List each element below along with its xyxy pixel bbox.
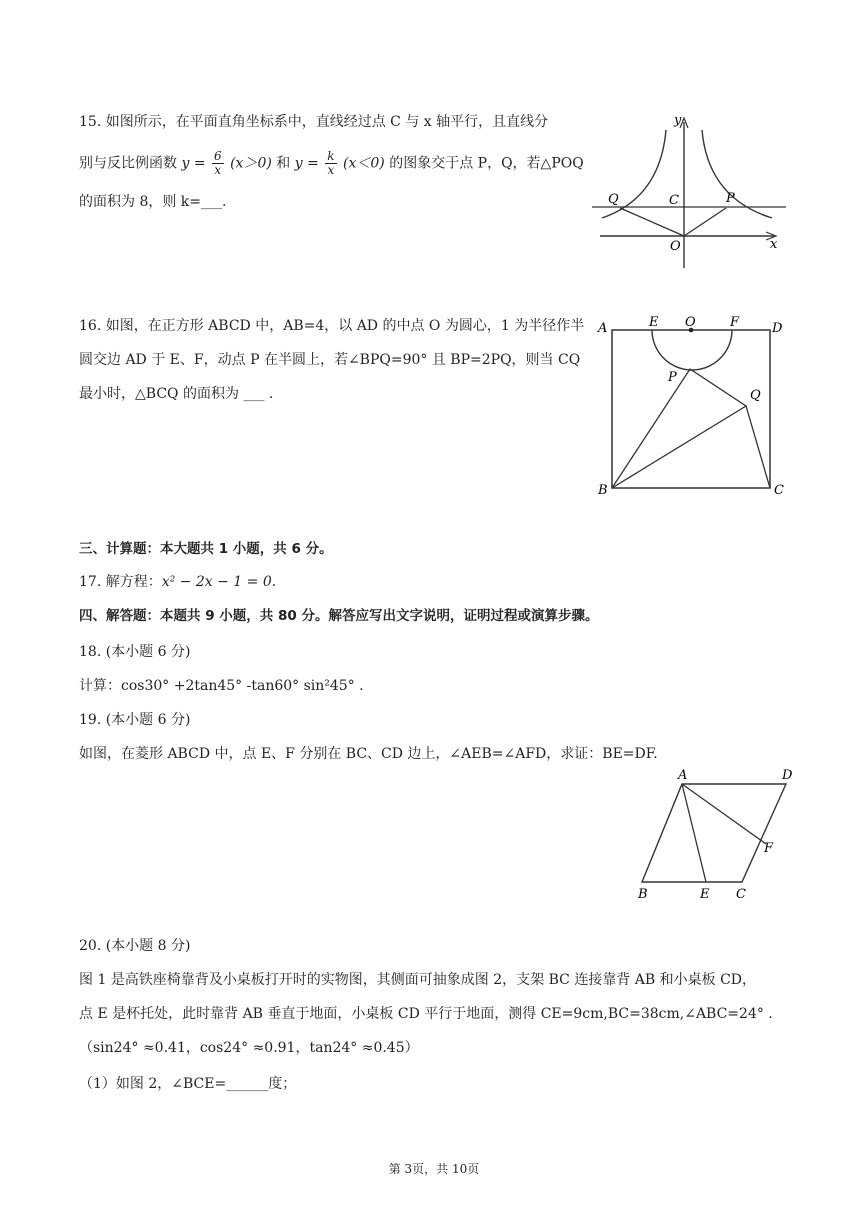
q16-line-2: 圆交边 AD 于 E、F，动点 P 在半圆上，若∠BPQ=90° 且 BP=2PQ，则当 CQ <box>79 352 581 368</box>
q15-figure <box>588 110 798 275</box>
q15-y1: y = <box>181 155 206 172</box>
q15-f2-denominator: x <box>327 163 335 177</box>
label-c: C <box>669 193 679 208</box>
q15-f1-denominator: x <box>214 163 222 177</box>
q17-line <box>79 572 276 592</box>
label-f: F <box>764 841 774 856</box>
q15-f1-numerator: 6 <box>214 149 222 163</box>
q16-line-3: 最小时，△BCQ 的面积为 ___ . <box>79 386 274 402</box>
q15-line-3: 的面积为 8，则 k=___. <box>79 194 227 210</box>
label-d: D <box>772 321 783 336</box>
q15-text-a: 别与反比例函数 <box>79 155 177 172</box>
q17-equation: x² − 2x − 1 = 0. <box>161 574 277 590</box>
right-hyperbola <box>702 130 772 218</box>
q15-line-1: 15. 如图所示，在平面直角坐标系中，直线经过点 C 与 x 轴平行，且直线分 <box>79 114 549 130</box>
label-e: E <box>700 887 710 902</box>
q15-fraction-1 <box>212 150 224 177</box>
label-x: x <box>770 237 778 252</box>
q19-body: 如图，在菱形 ABCD 中，点 E、F 分别在 BC、CD 边上，∠AEB=∠AFD，求证：BE=DF. <box>79 746 658 762</box>
label-o: O <box>685 315 696 330</box>
label-b: B <box>598 483 608 498</box>
label-o: O <box>670 239 681 254</box>
segment-qo <box>620 208 684 236</box>
q15-f2-numerator: k <box>327 149 335 163</box>
q15-text-c: 的图象交于点 P，Q，若△POQ <box>389 155 584 172</box>
q16-figure <box>594 310 794 500</box>
label-p: P <box>668 370 677 385</box>
section-3-heading: 三、计算题：本大题共 1 小题，共 6 分。 <box>79 541 333 557</box>
q15-line-2 <box>79 150 584 177</box>
label-c: C <box>736 887 746 902</box>
label-q: Q <box>750 388 761 403</box>
segment-qc <box>746 406 770 488</box>
q15-fraction-2 <box>325 150 336 177</box>
label-b: B <box>638 887 648 902</box>
label-a: A <box>678 768 688 783</box>
q18-body: 计算：cos30° +2tan45° -tan60° sin²45° . <box>79 678 364 694</box>
q15-y2: y = <box>294 155 319 172</box>
q15-cond-1: (x＞0) <box>230 155 272 172</box>
label-f: F <box>730 315 740 330</box>
q20-head: 20. (本小题 8 分) <box>79 938 191 954</box>
label-d: D <box>782 768 793 783</box>
q20-line-1: 图 1 是高铁座椅靠背及小桌板打开时的实物图，其侧面可抽象成图 2，支架 BC 连接靠背 AB 和小桌板 CD， <box>79 972 757 988</box>
q18-head: 18. (本小题 6 分) <box>79 644 191 660</box>
q15-text-b: 和 <box>276 155 295 172</box>
label-c: C <box>774 483 784 498</box>
q19-figure <box>628 762 798 907</box>
rhombus-abcd <box>642 784 786 882</box>
segment-po <box>684 208 726 236</box>
section-4-heading: 四、解答题：本题共 9 小题，共 80 分。解答应写出文字说明，证明过程或演算步骤。 <box>79 608 599 624</box>
q20-line-3: （sin24° ≈0.41，cos24° ≈0.91，tan24° ≈0.45） <box>79 1040 419 1056</box>
semicircle <box>652 330 732 370</box>
q20-line-2: 点 E 是杯托处，此时靠背 AB 垂直于地面，小桌板 CD 平行于地面，测得 CE=9cm,BC=38cm,∠ABC=24° . <box>79 1006 773 1022</box>
page-footer: 第 3页，共 10页 <box>388 1162 480 1176</box>
q15-cond-2: (x＜0) <box>343 155 385 172</box>
q19-head: 19. (本小题 6 分) <box>79 712 191 728</box>
label-y: y <box>674 113 682 128</box>
label-a: A <box>598 321 608 336</box>
label-p: P <box>726 191 735 206</box>
label-e: E <box>649 315 659 330</box>
label-q: Q <box>608 192 619 207</box>
triangle-bpq <box>612 369 746 488</box>
q16-line-1: 16. 如图，在正方形 ABCD 中，AB=4，以 AD 的中点 O 为圆心，1 为半径作半 <box>79 318 585 334</box>
q17-prefix: 17. 解方程： <box>79 574 162 590</box>
q20-line-4: （1）如图 2，∠BCE=______度； <box>79 1076 297 1092</box>
